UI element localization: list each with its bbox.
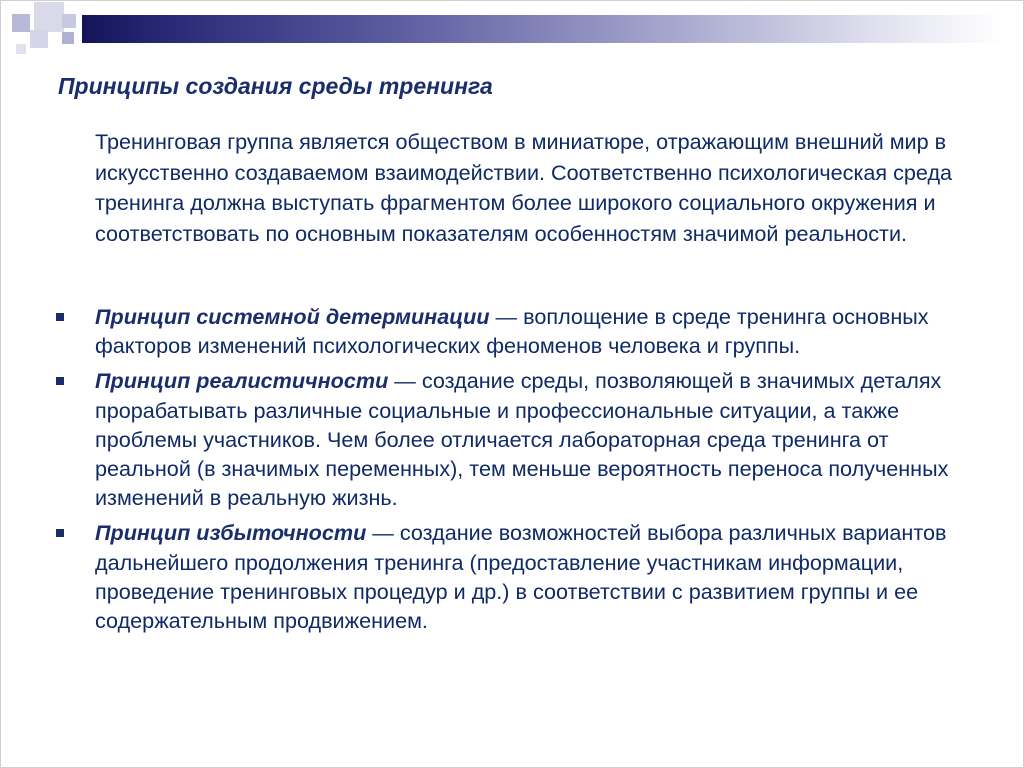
intro-paragraph: Тренинговая группа является обществом в миниатюре, отражающим внешний мир в искусственно создаваемом взаимодействии. Соответственно психологическая среда тренинга должна выступать фрагментом более широкого социального окружения и соответствовать по основным показателям особенностям значимой реальности. xyxy=(95,129,953,246)
principle-term: Принцип избыточности xyxy=(95,520,367,546)
list-item-systemic-determination xyxy=(95,302,985,360)
principle-description: — создание среды, позволяющей в значимых деталях прорабатывать различные социальные и профессиональные ситуации, а также проблемы участников. Чем более отличается лабораторная среда тренинга от реальной (в значимых переменных), тем меньше вероятность переноса полученных изменений в реальную жизнь. xyxy=(95,368,949,511)
decorative-square xyxy=(62,14,76,28)
principles-list xyxy=(95,302,985,641)
principle-term: Принцип системной детерминации xyxy=(95,304,490,329)
header-gradient-bar xyxy=(82,15,1002,43)
square-bullet-icon xyxy=(56,313,64,321)
decorative-square xyxy=(16,44,26,54)
decorative-square xyxy=(30,30,48,48)
decorative-square xyxy=(12,14,30,32)
list-item-realism xyxy=(95,366,985,512)
decorative-square xyxy=(62,32,74,44)
principle-description: — создание возможностей выбора различных вариантов дальнейшего продолжения тренинга (предоставление участникам информации, проведение тренинговых процедур и др.) в соответствии с развитием группы и ее содержательным продвижением. xyxy=(95,520,947,634)
square-bullet-icon xyxy=(56,377,64,385)
decorative-square xyxy=(34,2,64,32)
square-bullet-icon xyxy=(56,529,64,537)
principle-term: Принцип реалистичности xyxy=(95,368,389,394)
slide-title: Принципы создания среды тренинга xyxy=(58,73,493,99)
list-item-redundancy xyxy=(95,518,985,635)
principle-description: — воплощение в среде тренинга основных факторов изменений психологических феноменов человека и группы. xyxy=(95,304,929,359)
